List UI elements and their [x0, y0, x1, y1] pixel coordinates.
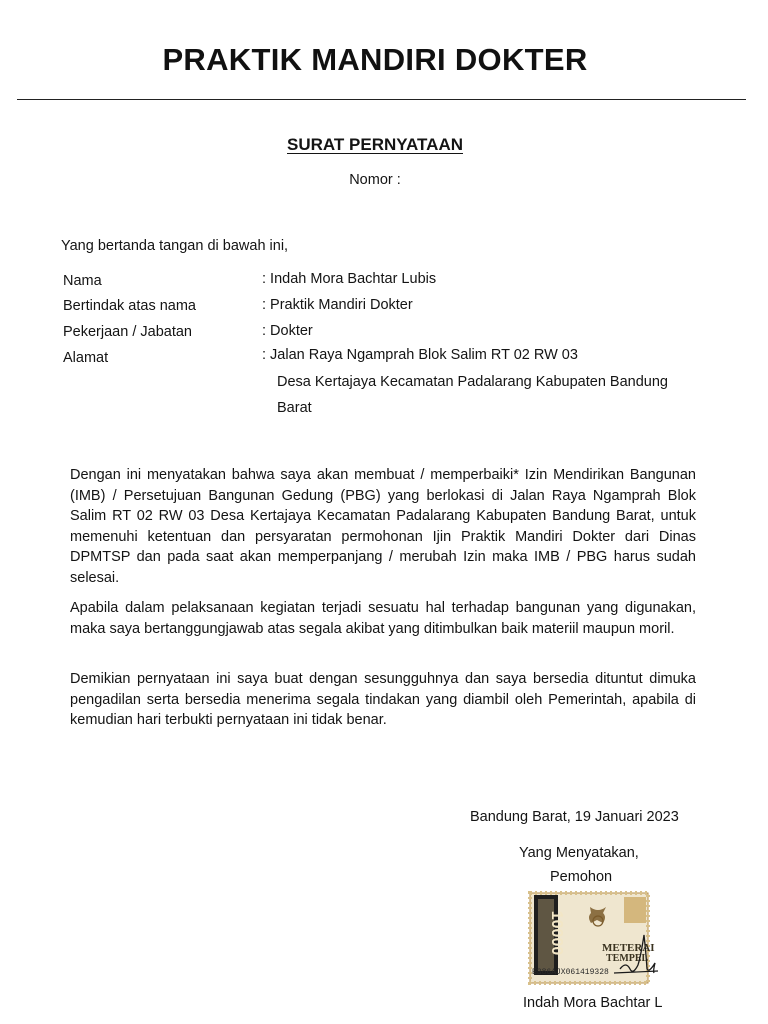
document-title: SURAT PERNYATAAN [287, 135, 463, 154]
place-date: Bandung Barat, 19 Januari 2023 [470, 809, 679, 825]
field-label-acting-on-behalf: Bertindak atas nama [63, 298, 196, 314]
statement-paragraph-2: Apabila dalam pelaksanaan kegiatan terjadi sesuatu hal terhadap bangunan yang digunakan, maka saya bertanggungjawab atas segala akibat yang ditimbulkan baik materiil maupun moril. [70, 600, 696, 637]
statement-paragraph-1: Dengan ini menyatakan bahwa saya akan membuat / memperbaiki* Izin Mendirikan Bangunan (IMB) / Persetujuan Bangunan Gedung (PBG) yang berlokasi di Jalan Raya Ngamprah Blok Salim RT 02 RW 03 Desa Kertajaya Kecamatan Padalarang Kabupaten Bandung Barat, untuk memenuhi ketentuan dan persyaratan permohonan Ijin Praktik Mandiri Dokter dari Dinas DPMTSP dan pada saat akan memperpanjang / merubah Izin maka IMB / PBG harus sudah selesai. [70, 467, 696, 586]
signer-name: Indah Mora Bachtar L [523, 995, 663, 1011]
field-value-acting-on-behalf: : Praktik Mandiri Dokter [262, 297, 413, 313]
document-number-label: Nomor : [349, 172, 401, 188]
intro-text: Yang bertanda tangan di bawah ini, [61, 238, 289, 254]
stamp-denomination: 10000 [548, 910, 565, 956]
field-value-name: : Indah Mora Bachtar Lubis [262, 271, 437, 287]
field-value-address-line2: Desa Kertajaya Kecamatan Padalarang Kabupaten Bandung [277, 374, 668, 390]
field-value-occupation: : Dokter [262, 323, 313, 339]
stamp-serial: E386AJX061419328 [532, 968, 609, 977]
field-value-address: : Jalan Raya Ngamprah Blok Salim RT 02 RW 03 [262, 347, 578, 363]
statement-paragraph-3: Demikian pernyataan ini saya buat dengan sesungguhnya dan saya bersedia dituntut dimuka pengadilan serta bersedia menerima segala tindakan yang diambil oleh Pemerintah, apabila di kemudian hari terbukti pernyataan ini tidak benar. [70, 671, 696, 728]
field-label-occupation: Pekerjaan / Jabatan [63, 324, 192, 340]
applicant-role: Pemohon [550, 869, 613, 885]
field-label-address: Alamat [63, 350, 109, 366]
stamp-text-1: METERAI [602, 942, 655, 954]
letterhead-title: PRAKTIK MANDIRI DOKTER [162, 42, 588, 77]
duty-stamp-icon [528, 885, 658, 987]
letterhead-divider [17, 99, 746, 100]
stamp-text-2: TEMPEL [606, 953, 649, 964]
field-label-name: Nama [63, 273, 102, 289]
field-value-address-line3: Barat [277, 400, 312, 416]
declarant-label: Yang Menyatakan, [519, 845, 639, 861]
